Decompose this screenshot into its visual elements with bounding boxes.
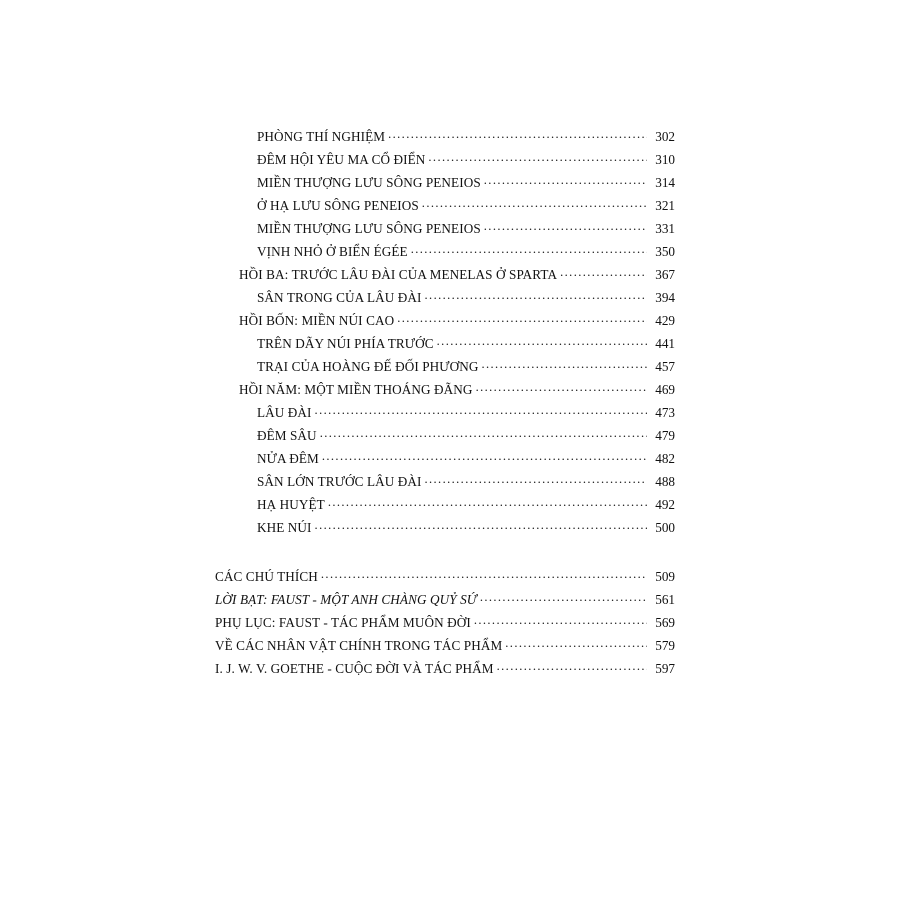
toc-entry[interactable] [215, 637, 675, 660]
toc-leader-dots [315, 404, 647, 417]
toc-entry-page: 394 [655, 290, 675, 306]
toc-entry-label: I. J. W. V. GOETHE - CUỘC ĐỜI VÀ TÁC PHẨM [215, 661, 494, 677]
toc-entry-label: MIỀN THƯỢNG LƯU SÔNG PENEIOS [257, 221, 481, 237]
toc-leader-dots [480, 591, 647, 604]
toc-entry-label: LỜI BẠT: FAUST - MỘT ANH CHÀNG QUỶ SỨ [215, 592, 477, 608]
toc-leader-dots [321, 568, 647, 581]
toc-entry-page: 331 [655, 221, 675, 237]
toc-entry-page: 500 [655, 520, 675, 536]
toc-entry[interactable] [215, 404, 675, 427]
toc-entry-label: VỀ CÁC NHÂN VẬT CHÍNH TRONG TÁC PHẨM [215, 638, 503, 654]
toc-leader-dots [437, 335, 647, 348]
toc-entry-label: HỒI BỐN: MIỀN NÚI CAO [239, 313, 395, 329]
toc-entry-page: 509 [655, 569, 675, 585]
toc-entry-label: KHE NÚI [257, 520, 312, 536]
toc-entry-page: 350 [655, 244, 675, 260]
toc-entry-label: PHỤ LỤC: FAUST - TÁC PHẨM MUÔN ĐỜI [215, 615, 471, 631]
toc-entry-label: HỒI NĂM: MỘT MIỀN THOÁNG ĐÃNG [239, 382, 473, 398]
toc-entry-page: 429 [655, 313, 675, 329]
toc-entry[interactable] [215, 496, 675, 519]
toc-entry-label: TRÊN DÃY NÚI PHÍA TRƯỚC [257, 336, 434, 352]
toc-entry-label: MIỀN THƯỢNG LƯU SÔNG PENEIOS [257, 175, 481, 191]
toc-entry-page: 569 [655, 615, 675, 631]
toc-entry[interactable] [215, 450, 675, 473]
toc-entry-page: 321 [655, 198, 675, 214]
toc-leader-dots [484, 174, 647, 187]
toc-entry-page: 492 [655, 497, 675, 513]
toc-main-group [215, 128, 675, 542]
toc-entry[interactable] [215, 128, 675, 151]
toc-leader-dots [476, 381, 647, 394]
toc-entry-page: 473 [655, 405, 675, 421]
toc-leader-dots [328, 496, 647, 509]
toc-leader-dots [497, 660, 647, 673]
toc-entry-page: 441 [655, 336, 675, 352]
toc-entry-page: 488 [655, 474, 675, 490]
toc-entry-label: ĐÊM SÂU [257, 428, 317, 444]
toc-leader-dots [481, 358, 647, 371]
toc-entry-page: 302 [655, 129, 675, 145]
toc-leader-dots [388, 128, 647, 141]
toc-entry[interactable] [215, 358, 675, 381]
toc-entry-label: SÂN TRONG CỦA LÂU ĐÀI [257, 290, 422, 306]
toc-entry-label: ĐÊM HỘI YÊU MA CỔ ĐIỂN [257, 152, 426, 168]
toc-entry[interactable] [215, 151, 675, 174]
toc-entry[interactable] [215, 174, 675, 197]
toc-entry[interactable] [215, 381, 675, 404]
toc-entry[interactable] [215, 614, 675, 637]
toc-entry-page: 367 [655, 267, 675, 283]
toc-entry-page: 482 [655, 451, 675, 467]
toc-entry[interactable] [215, 660, 675, 683]
toc-entry-label: LÂU ĐÀI [257, 405, 312, 421]
toc-entry[interactable] [215, 427, 675, 450]
table-of-contents [215, 128, 675, 683]
toc-leader-dots [505, 637, 647, 650]
toc-entry-label: CÁC CHÚ THÍCH [215, 569, 318, 585]
toc-entry-page: 469 [655, 382, 675, 398]
toc-entry[interactable] [215, 591, 675, 614]
toc-entry-label: PHÒNG THÍ NGHIỆM [257, 129, 386, 145]
toc-entry[interactable] [215, 289, 675, 312]
toc-entry-page: 561 [655, 592, 675, 608]
toc-entry-label: NỬA ĐÊM [257, 451, 319, 467]
toc-entry-page: 579 [655, 638, 675, 654]
toc-entry[interactable] [215, 266, 675, 289]
toc-entry-label: SÂN LỚN TRƯỚC LÂU ĐÀI [257, 474, 422, 490]
toc-entry[interactable] [215, 312, 675, 335]
toc-entry-label: VỊNH NHỎ Ở BIỂN ÉGÉE [257, 244, 408, 260]
toc-leader-dots [484, 220, 647, 233]
toc-leader-dots [474, 614, 647, 627]
toc-leader-dots [320, 427, 647, 440]
toc-back-matter-group [215, 568, 675, 683]
toc-leader-dots [422, 197, 647, 210]
toc-entry-label: HẠ HUYỆT [257, 497, 325, 513]
toc-entry-page: 310 [655, 152, 675, 168]
toc-leader-dots [322, 450, 647, 463]
toc-leader-dots [428, 151, 647, 164]
toc-leader-dots [397, 312, 647, 325]
toc-entry[interactable] [215, 243, 675, 266]
toc-entry-label: Ở HẠ LƯU SÔNG PENEIOS [257, 198, 419, 214]
toc-entry-label: HỒI BA: TRƯỚC LÂU ĐÀI CỦA MENELAS Ở SPARTA [239, 267, 558, 283]
toc-entry-page: 314 [655, 175, 675, 191]
toc-entry[interactable] [215, 220, 675, 243]
toc-entry-page: 479 [655, 428, 675, 444]
toc-leader-dots [411, 243, 647, 256]
toc-entry[interactable] [215, 197, 675, 220]
toc-entry[interactable] [215, 519, 675, 542]
toc-entry[interactable] [215, 568, 675, 591]
toc-leader-dots [425, 289, 647, 302]
toc-entry[interactable] [215, 335, 675, 358]
toc-entry-page: 457 [655, 359, 675, 375]
toc-leader-dots [315, 519, 647, 532]
toc-section-gap [215, 542, 675, 568]
toc-entry-page: 597 [655, 661, 675, 677]
toc-entry-label: TRẠI CỦA HOÀNG ĐẾ ĐỐI PHƯƠNG [257, 359, 479, 375]
toc-leader-dots [424, 473, 647, 486]
toc-entry[interactable] [215, 473, 675, 496]
toc-leader-dots [560, 266, 647, 279]
